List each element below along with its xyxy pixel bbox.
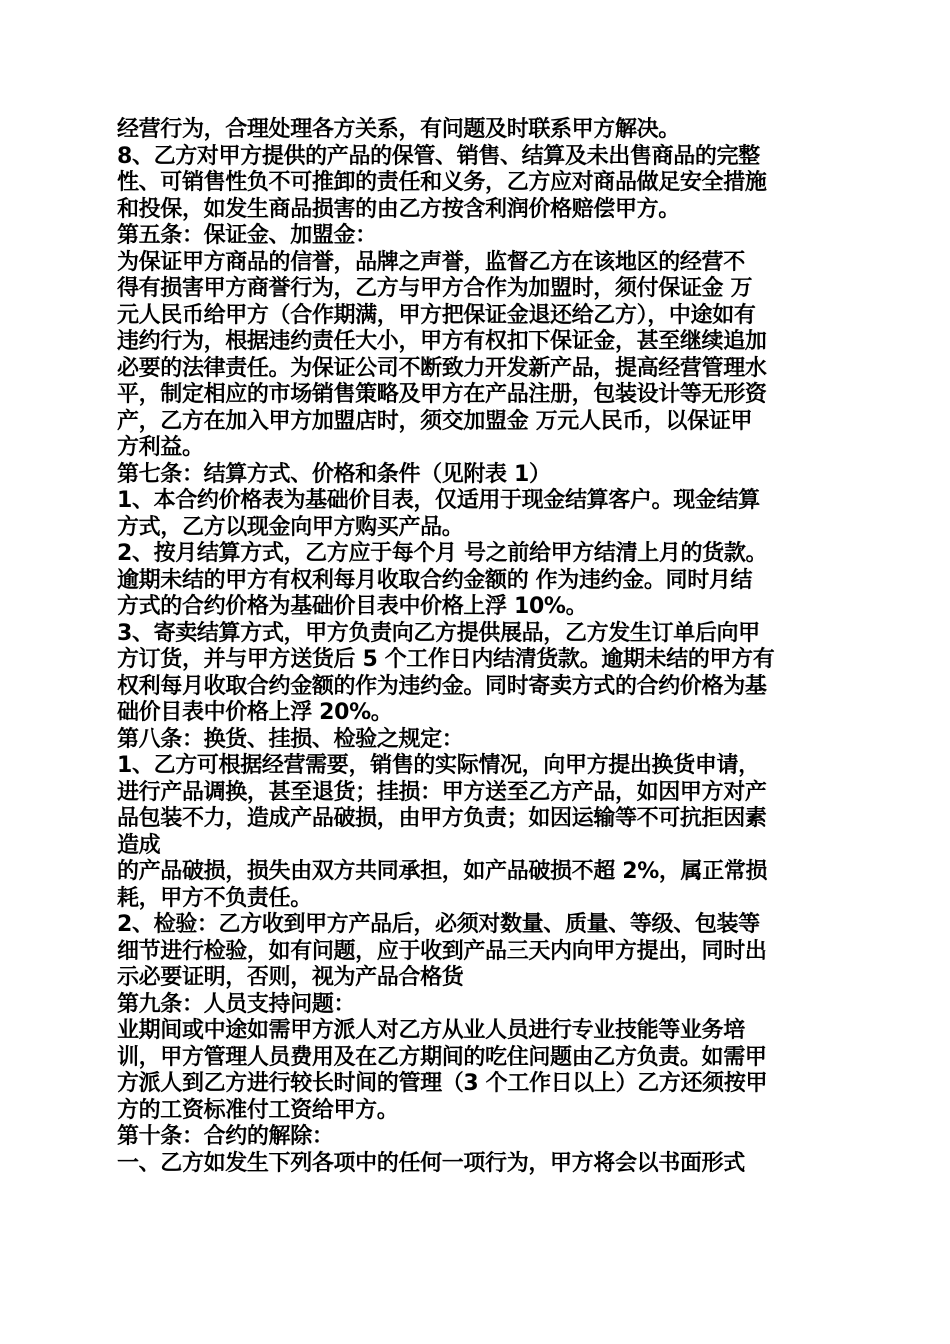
text-line: 和投保，如发生商品损害的由乙方按含利润价格赔偿甲方。	[117, 196, 680, 222]
text-line: 得有损害甲方商誉行为，乙方与甲方合作为加盟时，须付保证金 万	[117, 276, 753, 301]
text-line: 方订货，并与甲方送货后 5 个工作日内结清货款。逾期未结的甲方有	[117, 647, 775, 672]
text-line: 方式的合约价格为基础价目表中价格上浮 10%。	[117, 594, 588, 619]
text-line: 性、可销售性负不可推卸的责任和义务，乙方应对商品做足安全措施	[117, 170, 767, 195]
text-line: 方派人到乙方进行较长时间的管理（3 个工作日以上）乙方还须按甲	[117, 1071, 768, 1096]
text-line: 为保证甲方商品的信誉，品牌之声誉，监督乙方在该地区的经营不	[117, 249, 745, 275]
text-line: 逾期未结的甲方有权利每月收取合约金额的 作为违约金。同时月结	[117, 567, 753, 593]
text-line: 产，乙方在加入甲方加盟店时，须交加盟金 万元人民币，以保证甲	[117, 408, 753, 434]
text-line: 方式，乙方以现金向甲方购买产品。	[117, 514, 464, 540]
section-heading: 第七条：结算方式、价格和条件（见附表 1）	[117, 461, 551, 487]
text-line: 造成	[117, 832, 161, 858]
text-line: 2、按月结算方式，乙方应于每个月 号之前给甲方结清上月的货款。	[117, 541, 768, 566]
text-line: 8、乙方对甲方提供的产品的保管、销售、结算及未出售商品的完整	[117, 143, 760, 169]
text-line: 示必要证明，否则，视为产品合格货	[117, 965, 464, 990]
document-body	[117, 117, 837, 1177]
text-line: 经营行为，合理处理各方关系，有问题及时联系甲方解决。	[117, 117, 680, 142]
section-heading: 第五条：保证金、加盟金：	[117, 223, 377, 248]
text-line: 元人民币给甲方（合作期满，甲方把保证金退还给乙方），中途如有	[117, 302, 756, 328]
text-line: 平，制定相应的市场销售策略及甲方在产品注册，包装设计等无形资	[117, 382, 767, 407]
text-line: 耗，甲方不负责任。	[117, 885, 312, 911]
text-line: 的产品破损，损失由双方共同承担，如产品破损不超 2%，属正常损	[117, 859, 768, 884]
text-line: 品包装不力，造成产品破损，由甲方负责；如因运输等不可抗拒因素	[117, 806, 767, 831]
text-line: 业期间或中途如需甲方派人对乙方从业人员进行专业技能等业务培	[117, 1018, 745, 1043]
section-heading: 第八条：换货、挂损、检验之规定：	[117, 726, 464, 752]
text-line: 必要的法律责任。为保证公司不断致力开发新产品，提高经营管理水	[117, 355, 767, 381]
section-heading: 第九条：人员支持问题：	[117, 991, 356, 1017]
text-line: 一、乙方如发生下列各项中的任何一项行为，甲方将会以书面形式	[117, 1150, 745, 1176]
text-line: 方利益。	[117, 435, 204, 460]
section-heading: 第十条：合约的解除：	[117, 1124, 334, 1149]
text-line: 训，甲方管理人员费用及在乙方期间的吃住问题由乙方负责。如需甲	[117, 1044, 767, 1070]
text-line: 础价目表中价格上浮 20%。	[117, 700, 393, 725]
text-line: 2、检验：乙方收到甲方产品后，必须对数量、质量、等级、包装等	[117, 912, 760, 937]
text-line: 1、乙方可根据经营需要，销售的实际情况，向甲方提出换货申请，	[117, 753, 760, 778]
text-line: 1、本合约价格表为基础价目表，仅适用于现金结算客户。现金结算	[117, 488, 760, 513]
text-line: 违约行为，根据违约责任大小，甲方有权扣下保证金，甚至继续追加	[117, 329, 767, 354]
text-line: 细节进行检验，如有问题，应于收到产品三天内向甲方提出，同时出	[117, 938, 767, 964]
text-line: 进行产品调换，甚至退货；挂损：甲方送至乙方产品，如因甲方对产	[117, 779, 767, 805]
text-line: 3、寄卖结算方式，甲方负责向乙方提供展品，乙方发生订单后向甲	[117, 620, 760, 646]
text-line: 权利每月收取合约金额的作为违约金。同时寄卖方式的合约价格为基	[117, 673, 767, 699]
text-line: 方的工资标准付工资给甲方。	[117, 1097, 399, 1123]
